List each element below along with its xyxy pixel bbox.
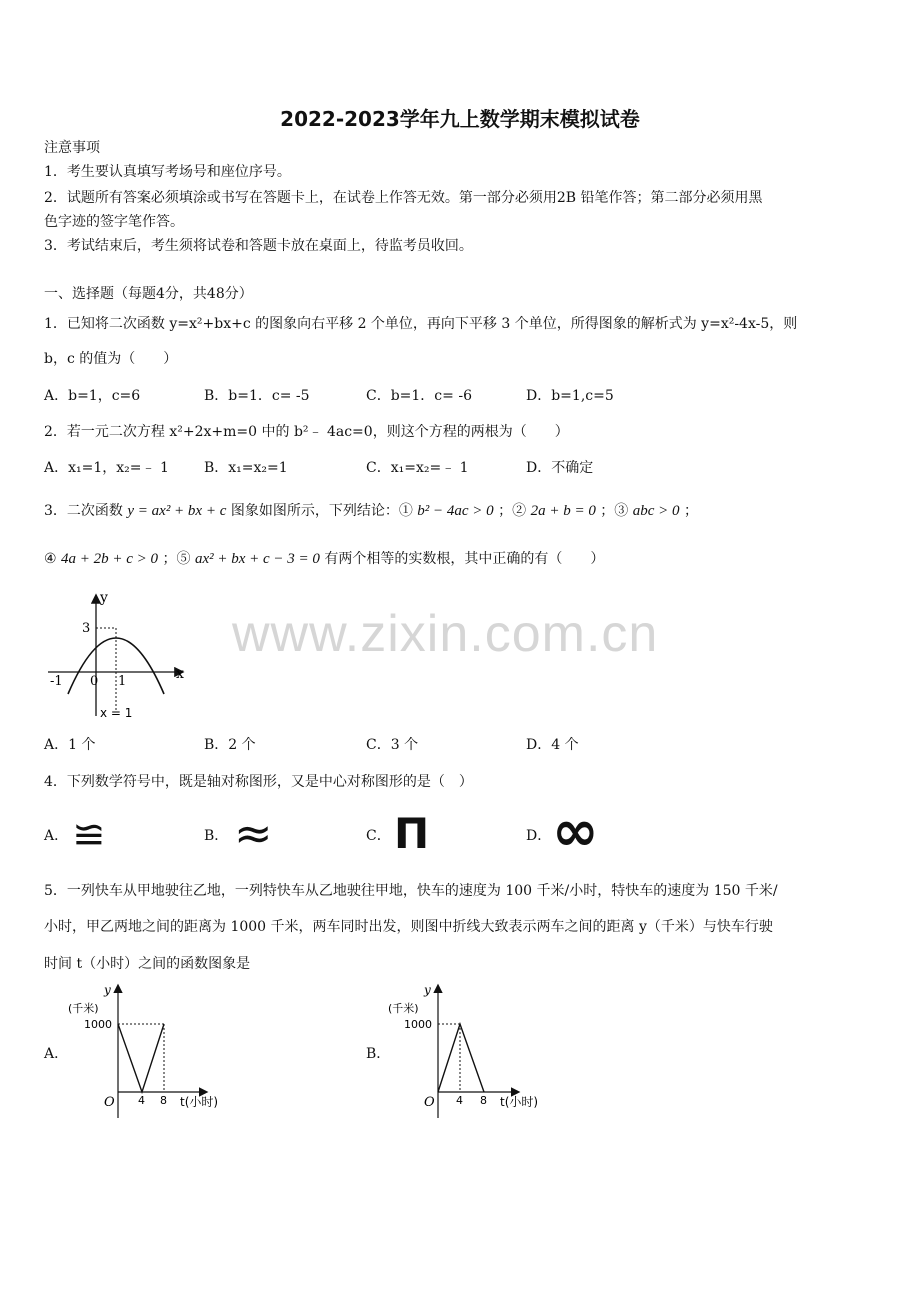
x-tick-neg1: -1 <box>50 674 63 689</box>
origin-label: O <box>104 1095 115 1110</box>
x-tick-4: 4 <box>456 1094 463 1107</box>
notice-heading: 注意事项 <box>44 140 100 156</box>
q3-text: ；② <box>498 503 527 519</box>
q3-stem-cont <box>44 550 604 568</box>
congruent-symbol: ≌ <box>72 812 106 858</box>
q5-stem-cont: 时间 t（小时）之间的函数图象是 <box>44 956 251 972</box>
q5-stem: 5．一列快车从甲地驶往乙地，一列特快车从乙地驶往甲地，快车的速度为 100 千米/小时，特快车的速度为 150 千米/ <box>44 883 778 899</box>
notice-item: 2．试题所有答案必须填涂或书写在答题卡上，在试卷上作答无效。第一部分必须用2B 铅笔作答；第二部分必须用黑 <box>44 190 763 206</box>
q3-formula-axis: 2a + b = 0 <box>530 503 596 519</box>
section-heading: 一、选择题（每题4分，共48分） <box>44 286 253 302</box>
q3-text: ④ <box>44 551 57 567</box>
page-title: 2022-2023学年九上数学期末模拟试卷 <box>280 107 640 131</box>
q2-stem: 2．若一元二次方程 x²+2x+m=0 中的 b²﹣ 4ac=0，则这个方程的两根为（ ） <box>44 424 569 440</box>
x-tick-8: 8 <box>480 1094 487 1107</box>
distance-line <box>438 1024 484 1092</box>
q3-parabola-graph <box>40 588 200 723</box>
x-label: x <box>176 666 184 682</box>
q3-text: ；③ <box>600 503 629 519</box>
x-tick-4: 4 <box>138 1094 145 1107</box>
q4-option-a-label: A． <box>44 828 69 844</box>
q5-graph-b <box>386 982 566 1118</box>
notice-item: 1．考生要认真填写考场号和座位序号。 <box>44 164 291 180</box>
q1-option-c: C．b=1．c= -6 <box>366 388 472 404</box>
q3-formula-abc: abc > 0 <box>632 503 680 519</box>
q3-formula-equation: ax² + bx + c − 3 = 0 <box>194 551 320 567</box>
q2-option-b: B．x₁=x₂=1 <box>204 460 288 476</box>
q2-option-d: D．不确定 <box>526 460 594 476</box>
q3-formula-function: y = ax² + bx + c <box>127 503 227 519</box>
distance-line <box>118 1024 164 1092</box>
y-tick-1000: 1000 <box>84 1018 112 1031</box>
axis-label: x = 1 <box>100 706 133 720</box>
q3-stem <box>44 502 698 520</box>
q5-graph-a <box>66 982 246 1118</box>
x-label: t(小时) <box>180 1095 219 1109</box>
x-tick-1: 1 <box>118 674 127 689</box>
q4-option-d-label: D． <box>526 828 552 844</box>
notice-item: 色字迹的签字笔作答。 <box>44 214 184 230</box>
y-tick-3: 3 <box>82 621 91 636</box>
q4-option-b-label: B． <box>204 828 229 844</box>
y-label: y <box>100 590 108 606</box>
x-label: t(小时) <box>500 1095 539 1109</box>
origin-label: O <box>424 1095 435 1110</box>
q4-stem: 4．下列数学符号中，既是轴对称图形，又是中心对称图形的是（ ） <box>44 774 473 790</box>
y-unit: (千米) <box>68 1002 99 1015</box>
q1-option-a: A．b=1，c=6 <box>44 388 141 404</box>
q1-option-d: D．b=1,c=5 <box>526 388 614 404</box>
q2-option-c: C．x₁=x₂=﹣ 1 <box>366 460 469 476</box>
q3-text: 3．二次函数 <box>44 503 123 519</box>
q5-option-a-label: A． <box>44 1046 69 1062</box>
y-unit: (千米) <box>388 1002 419 1015</box>
watermark: www.zixin.com.cn <box>232 605 659 663</box>
q4-option-c-label: C． <box>366 828 391 844</box>
q1-stem: 1．已知将二次函数 y=x²+bx+c 的图象向右平移 2 个单位，再向下平移 3 个单位，所得图象的解析式为 y=x²-4x-5，则 <box>44 316 798 332</box>
q1-stem-cont: b，c 的值为（ ） <box>44 351 178 367</box>
q3-formula-4a2bc: 4a + 2b + c > 0 <box>61 551 159 567</box>
q5-stem-cont: 小时，甲乙两地之间的距离为 1000 千米，两车同时出发，则图中折线大致表示两车之间的距离 y（千米）与快车行驶 <box>44 919 773 935</box>
q3-option-a: A．1 个 <box>44 737 96 753</box>
notice-item: 3．考试结束后，考生须将试卷和答题卡放在桌面上，待监考员收回。 <box>44 238 473 254</box>
q3-text: ；⑤ <box>162 551 191 567</box>
approx-symbol: ≈ <box>234 806 273 860</box>
y-label: y <box>424 983 431 997</box>
origin-label: 0 <box>90 674 99 689</box>
x-tick-8: 8 <box>160 1094 167 1107</box>
q1-option-b: B．b=1．c= -5 <box>204 388 310 404</box>
infinity-symbol: ∞ <box>552 799 599 864</box>
y-label: y <box>104 983 111 997</box>
q3-text: 图象如图所示，下列结论：① <box>230 503 413 519</box>
q2-option-a: A．x₁=1，x₂=﹣ 1 <box>44 460 169 476</box>
q3-option-c: C．3 个 <box>366 737 419 753</box>
q3-text: 有两个相等的实数根，其中正确的有（ ） <box>324 551 605 567</box>
q3-option-b: B．2 个 <box>204 737 256 753</box>
q3-option-d: D．4 个 <box>526 737 579 753</box>
y-tick-1000: 1000 <box>404 1018 432 1031</box>
q3-text: ； <box>683 503 698 519</box>
pi-symbol: Π <box>394 809 430 858</box>
q5-option-b-label: B． <box>366 1046 391 1062</box>
q3-formula-discriminant: b² − 4ac > 0 <box>417 503 494 519</box>
